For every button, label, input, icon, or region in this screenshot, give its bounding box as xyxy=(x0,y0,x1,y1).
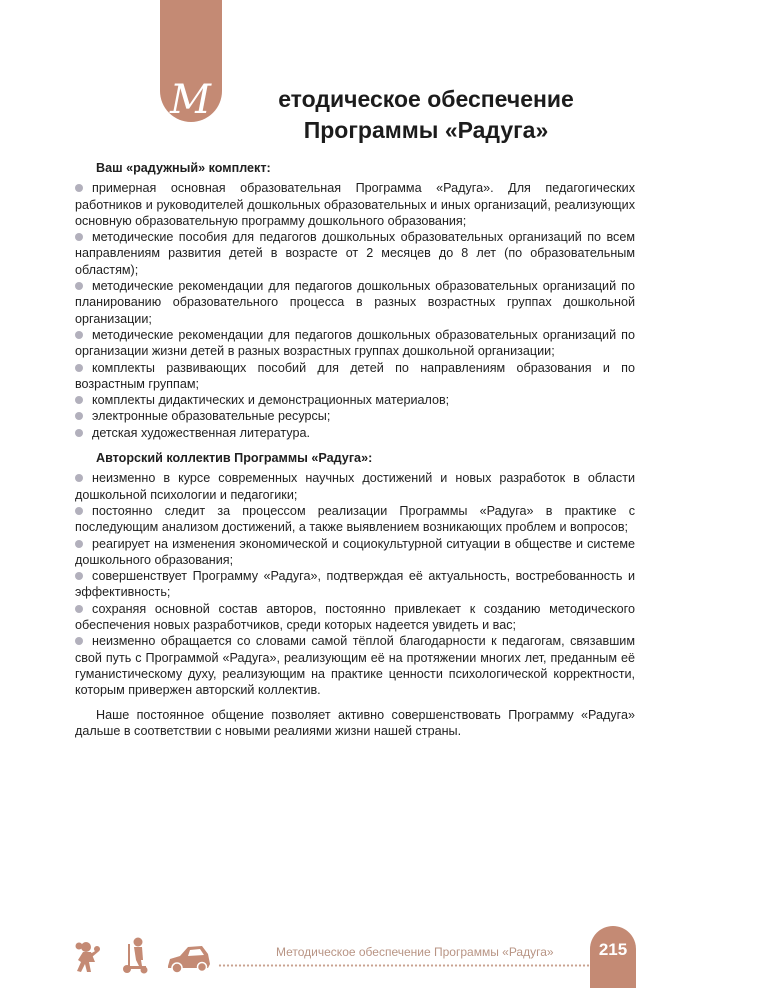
bullet-icon xyxy=(75,364,83,372)
section-heading-kit: Ваш «радужный» комплект: xyxy=(96,161,271,175)
child-scooter-icon xyxy=(120,936,148,974)
page-content xyxy=(75,158,635,752)
bullet-icon xyxy=(75,637,83,645)
bullet-icon xyxy=(75,540,83,548)
bullet-icon xyxy=(75,396,83,404)
list-item: методические рекомендации для педагогов дошкольных образовательных организаций по организации жизни детей в разных возрастных группах дошкольной организации; xyxy=(75,327,635,359)
bullet-icon xyxy=(75,605,83,613)
bullet-icon xyxy=(75,282,83,290)
title-line-2: Программы «Радуга» xyxy=(303,117,549,143)
section-heading-authors: Авторский коллектив Программы «Радуга»: xyxy=(96,451,373,466)
list-item: комплекты дидактических и демонстрационных материалов; xyxy=(75,392,635,408)
bullet-icon xyxy=(75,474,83,482)
closing-paragraph: Наше постоянное общение позволяет активно совершенствовать Программу «Радуга» дальше в соответствии с новыми реалиями жизни нашей страны. xyxy=(75,707,635,738)
girl-running-icon xyxy=(74,940,102,974)
list-item: реагирует на изменения экономической и социокультурной ситуации в обществе и системе дошкольного образования; xyxy=(75,536,635,567)
bullet-icon xyxy=(75,412,83,420)
list-item: неизменно обращается со словами самой тёплой благодарности к педагогам, связавшим свой путь с Программой «Радуга», реализующим её на протяжении многих лет, преданным её гуманистическому духу, реализующим на практике ценности психологической корректности, которым привержен авторский коллектив. xyxy=(75,634,635,698)
bullet-icon xyxy=(75,572,83,580)
running-title: Методическое обеспечение Программы «Радуга» xyxy=(276,945,554,959)
kit-list xyxy=(75,180,635,441)
list-item: методические пособия для педагогов дошкольных образовательных организаций по всем направлениям развития детей в возрасте от 2 месяцев до 8 лет (по образовательным областям); xyxy=(75,230,635,277)
footer-dotted-rule xyxy=(218,964,590,967)
title-initial-letter: М xyxy=(170,77,211,123)
page-number: 215 xyxy=(598,940,628,959)
title-line-1: етодическое обеспечение xyxy=(278,86,574,112)
page-title xyxy=(0,84,768,146)
list-item: постоянно следит за процессом реализации Программы «Радуга» в практике с последующим анализом достижений, а также выявлением возникающих проблем и вопросов; xyxy=(75,503,635,535)
list-item: неизменно в курсе современных научных достижений и новых разработок в области дошкольной психологии и педагогики; xyxy=(75,471,635,502)
list-item: примерная основная образовательная Программа «Радуга». Для педагогических работников и руководителей дошкольных образовательных и иных организаций, реализующих основную образовательную программу дошкольного образования; xyxy=(75,181,635,228)
list-item: электронные образовательные ресурсы; xyxy=(75,408,635,424)
list-item: совершенствует Программу «Радуга», подтверждая её актуальность, востребованность и эффективность; xyxy=(75,569,635,600)
list-item: комплекты развивающих пособий для детей по направлениям образования и по возрастным группам; xyxy=(75,360,635,391)
list-item: методические рекомендации для педагогов дошкольных образовательных организаций по планированию образовательного процесса в разных возрастных группах дошкольной организации; xyxy=(75,279,635,326)
bullet-icon xyxy=(75,429,83,437)
bullet-icon xyxy=(75,331,83,339)
list-item: сохраняя основной состав авторов, постоянно привлекает к созданию методического обеспечения новых разработчиков, среди которых надеется увидеть и вас; xyxy=(75,601,635,633)
footer-decoration xyxy=(74,936,212,974)
bullet-icon xyxy=(75,507,83,515)
bullet-icon xyxy=(75,233,83,241)
list-item: детская художественная литература. xyxy=(75,425,635,441)
car-icon xyxy=(166,944,212,974)
bullet-icon xyxy=(75,184,83,192)
authors-list xyxy=(75,470,635,698)
